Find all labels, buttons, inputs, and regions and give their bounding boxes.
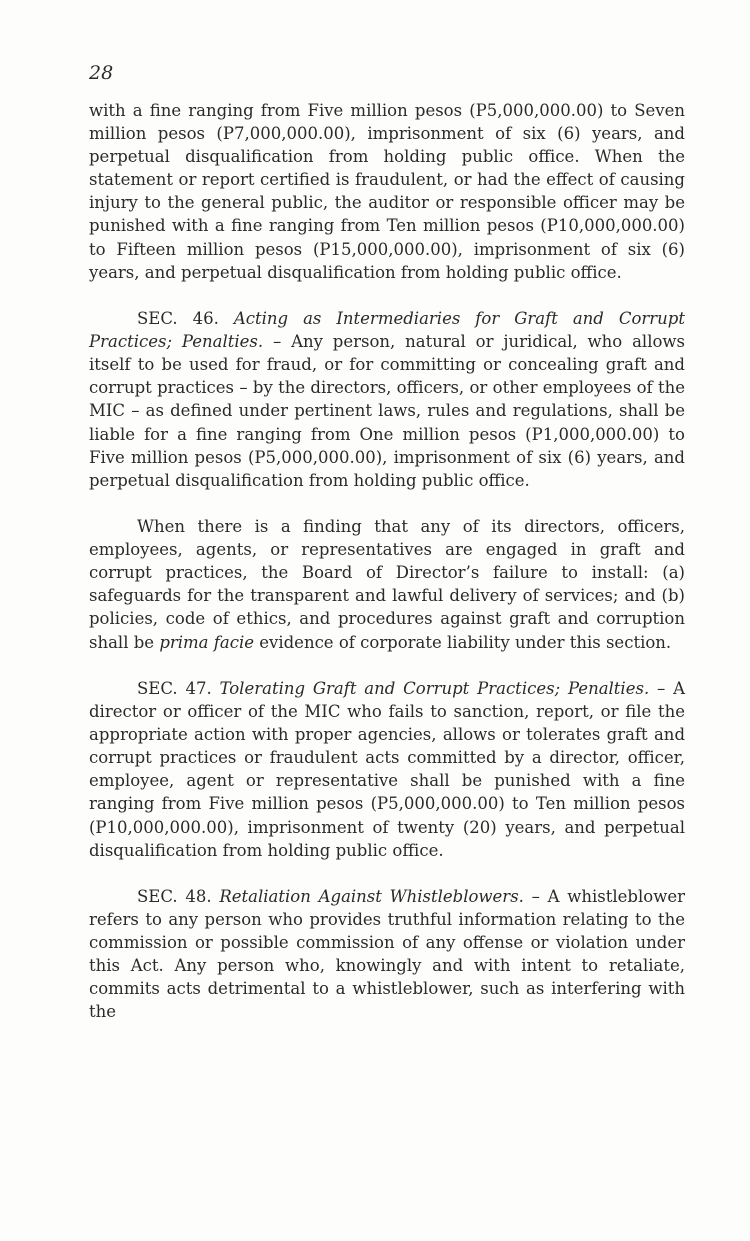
section-46-body: – Any person, natural or juridical, who allows itself to be used for fraud, or for committing or concealing graft and corrupt practices – by the directors, officers, or other employees of the MIC – as defined under pertinent laws, rules and regulations, shall be liable for a fine ranging from One million pesos (P1,000,000.00) to Five million pesos (P5,000,000.00), imprisonment of six (6) years, and perpetual disqualification from holding public office. <box>89 332 685 490</box>
section-47-body: – A director or officer of the MIC who fails to sanction, report, or file the appropriate action with proper agencies, allows or tolerates graft and corrupt practices or fraudulent acts committed by a director, officer, employee, agent or representative shall be punished with a fine ranging from Five million pesos (P5,000,000.00) to Ten million pesos (P10,000,000.00), imprisonment of twenty (20) years, and perpetual disqualification from holding public office. <box>89 678 686 860</box>
paragraph-corporate-liability <box>89 515 685 654</box>
document-body <box>89 99 685 1024</box>
section-47-label: SEC. 47. <box>137 678 212 698</box>
prima-facie-term: prima facie <box>159 632 254 652</box>
section-48-body: – A whistleblower refers to any person who provides truthful information relating to the commission or possible commission of any offense or violation under this Act. Any person who, knowingly and with intent to retaliate, commits acts detrimental to a whistleblower, such as interfering with the <box>89 887 685 1022</box>
section-46 <box>89 307 685 492</box>
section-48-title: Retaliation Against Whistleblowers. <box>219 887 524 906</box>
paragraph-corporate-liability-text-before: When there is a finding that any of its directors, officers, employees, agents, or representatives are engaged in graft and corrupt practices, the Board of Director’s failure to install: (a) safeguards for the transparent and lawful delivery of services; and (b) policies, code of ethics, and procedures against graft and corruption shall be <box>89 517 685 652</box>
page-number: 28 <box>89 62 114 84</box>
section-48 <box>89 885 685 1024</box>
paragraph-corporate-liability-text-after: evidence of corporate liability under this section. <box>259 632 672 652</box>
paragraph-continuation: with a fine ranging from Five million pesos (P5,000,000.00) to Seven million pesos (P7,000,000.00), imprisonment of six (6) years, and perpetual disqualification from holding public office. When the statement or report certified is fraudulent, or had the effect of causing injury to the general public, the auditor or responsible officer may be punished with a fine ranging from Ten million pesos (P10,000,000.00) to Fifteen million pesos (P15,000,000.00), imprisonment of six (6) years, and perpetual disqualification from holding public office. <box>89 101 685 282</box>
section-46-title: Acting as Intermediaries for Graft and Corrupt Practices; Penalties. <box>89 309 685 352</box>
section-47 <box>89 677 685 862</box>
section-47-title: Tolerating Graft and Corrupt Practices; Penalties. <box>219 678 650 698</box>
section-48-label: SEC. 48. <box>137 887 212 906</box>
section-46-label: SEC. 46. <box>137 309 219 329</box>
